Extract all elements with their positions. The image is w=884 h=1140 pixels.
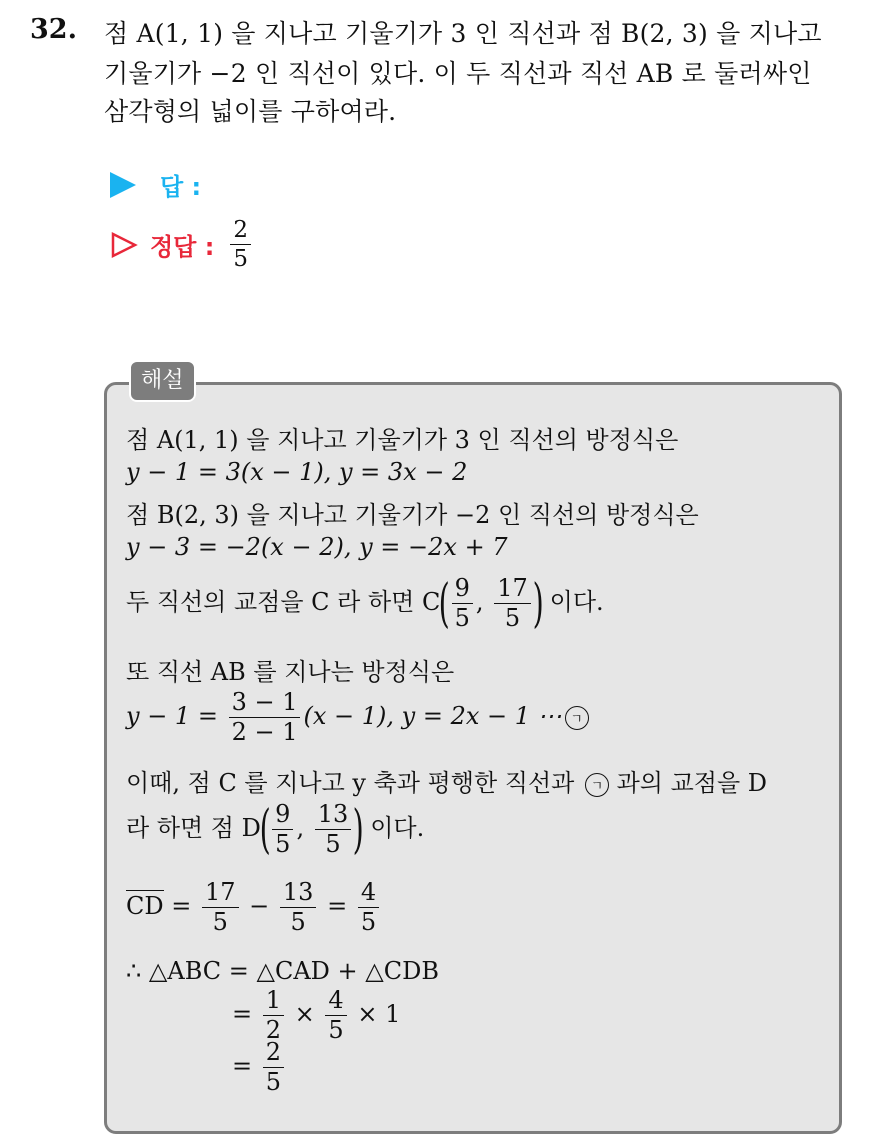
answer-label: 답 : bbox=[160, 173, 202, 201]
fraction-numerator: 3 − 1 bbox=[229, 690, 301, 718]
fraction-numerator: 4 bbox=[325, 988, 346, 1016]
equation-rhs: (x − 1), y = 2x − 1 ⋯ bbox=[303, 702, 562, 731]
fraction bbox=[263, 988, 284, 1043]
fraction bbox=[358, 880, 379, 935]
solution-line-10: CD = $\frac{17}{5}$ − $\frac{13}{5}$ = $\frac{4}{5}$ bbox=[126, 880, 382, 935]
right-paren: ) bbox=[352, 799, 364, 860]
fraction-denominator: 2 bbox=[265, 1016, 282, 1045]
parallel-line-tail: 과의 교점을 D bbox=[616, 769, 768, 797]
solution-line-9: 라 하면 점 D( $\frac{9}{5}$ , $\frac{13}{5}$ ) 이다. bbox=[126, 799, 425, 860]
correct-answer-row bbox=[110, 218, 254, 271]
solution-line-5: 두 직선의 교점을 C 라 하면 C( $\frac{9}{5}$ , $\frac{17}{5}$ ) 이다. bbox=[126, 573, 604, 634]
solution-line-7 bbox=[126, 690, 589, 745]
solution-line-1: 점 A(1, 1) 을 지나고 기울기가 3 인 직선의 방정식은 bbox=[126, 426, 679, 454]
outline-triangle-icon bbox=[110, 231, 138, 259]
question-line-1: 점 A(1, 1) 을 지나고 기울기가 3 인 직선과 점 B(2, 3) 을 지나고 bbox=[104, 19, 822, 48]
intersection-text: 두 직선의 교점을 C 라 하면 C bbox=[126, 588, 441, 617]
fraction-numerator: 1 bbox=[263, 988, 284, 1016]
fraction-numerator: 9 bbox=[272, 802, 293, 830]
fraction-denominator: 5 bbox=[233, 246, 248, 273]
fraction-numerator: 13 bbox=[315, 802, 352, 830]
fraction bbox=[315, 802, 352, 857]
left-paren: ( bbox=[438, 573, 451, 634]
fraction bbox=[452, 576, 473, 631]
fraction-denominator: 5 bbox=[504, 604, 521, 633]
point-d-text: 라 하면 점 D bbox=[126, 814, 261, 843]
equation-lhs: y − 1 = bbox=[126, 702, 218, 731]
fraction-numerator: 9 bbox=[452, 576, 473, 604]
fraction-denominator: 5 bbox=[275, 830, 291, 859]
solution-line-3: 점 B(2, 3) 을 지나고 기울기가 −2 인 직선의 방정식은 bbox=[126, 501, 699, 529]
fraction bbox=[325, 988, 346, 1043]
solution-tab: 해설 bbox=[129, 360, 196, 402]
fraction bbox=[272, 802, 293, 857]
solution-line-2: y − 1 = 3(x − 1), y = 3x − 2 bbox=[126, 458, 468, 486]
point-d-tail: 이다. bbox=[370, 814, 425, 843]
circled-label-icon: ㄱ bbox=[565, 706, 589, 730]
solution-line-13: = $\frac{2}{5}$ bbox=[232, 1040, 287, 1095]
slope-fraction bbox=[229, 690, 301, 745]
solution-line-4: y − 3 = −2(x − 2), y = −2x + 7 bbox=[126, 533, 508, 561]
answer-row bbox=[110, 167, 201, 202]
fraction-numerator: 17 bbox=[494, 576, 531, 604]
parallel-line-text: 이때, 점 C 를 지나고 y 축과 평행한 직선과 bbox=[126, 769, 575, 797]
fraction bbox=[280, 880, 317, 935]
solution-line-8 bbox=[126, 763, 767, 798]
intersection-tail: 이다. bbox=[549, 588, 604, 617]
solution-line-11: ∴ △ABC = △CAD + △CDB bbox=[126, 957, 439, 985]
filled-triangle-icon bbox=[110, 172, 136, 198]
fraction-denominator: 2 − 1 bbox=[231, 718, 298, 747]
fraction-numerator: 2 bbox=[263, 1040, 284, 1068]
fraction-denominator: 5 bbox=[454, 604, 470, 633]
fraction bbox=[202, 880, 239, 935]
solution-line-6: 또 직선 AB 를 지나는 방정식은 bbox=[126, 658, 455, 686]
circled-label-icon: ㄱ bbox=[585, 773, 609, 797]
fraction bbox=[494, 576, 531, 631]
fraction-denominator: 5 bbox=[328, 1016, 344, 1045]
question-line-2: 기울기가 −2 인 직선이 있다. 이 두 직선과 직선 AB 로 둘러싸인 bbox=[104, 59, 812, 88]
fraction bbox=[263, 1040, 284, 1095]
question-number: 32. bbox=[30, 14, 77, 45]
question-line-3: 삼각형의 넓이를 구하여라. bbox=[104, 97, 397, 126]
fraction-numerator: 13 bbox=[280, 880, 317, 908]
correct-answer-label: 정답 : bbox=[150, 233, 215, 262]
right-paren: ) bbox=[532, 573, 544, 634]
solution-line-12: = $\frac{1}{2}$ × $\frac{4}{5}$ × 1 bbox=[232, 986, 401, 1045]
fraction-denominator: 5 bbox=[212, 908, 228, 937]
segment-cd: CD bbox=[126, 892, 164, 921]
left-paren: ( bbox=[259, 799, 271, 860]
fraction-denominator: 5 bbox=[290, 908, 306, 937]
correct-answer-value bbox=[230, 218, 251, 271]
fraction-numerator: 17 bbox=[202, 880, 239, 908]
fraction-numerator: 4 bbox=[358, 880, 379, 908]
fraction-denominator: 5 bbox=[360, 908, 377, 937]
fraction-denominator: 5 bbox=[325, 830, 341, 859]
fraction-numerator: 2 bbox=[230, 218, 251, 245]
fraction-denominator: 5 bbox=[265, 1068, 282, 1097]
multiply-tail: × 1 bbox=[357, 1000, 401, 1029]
